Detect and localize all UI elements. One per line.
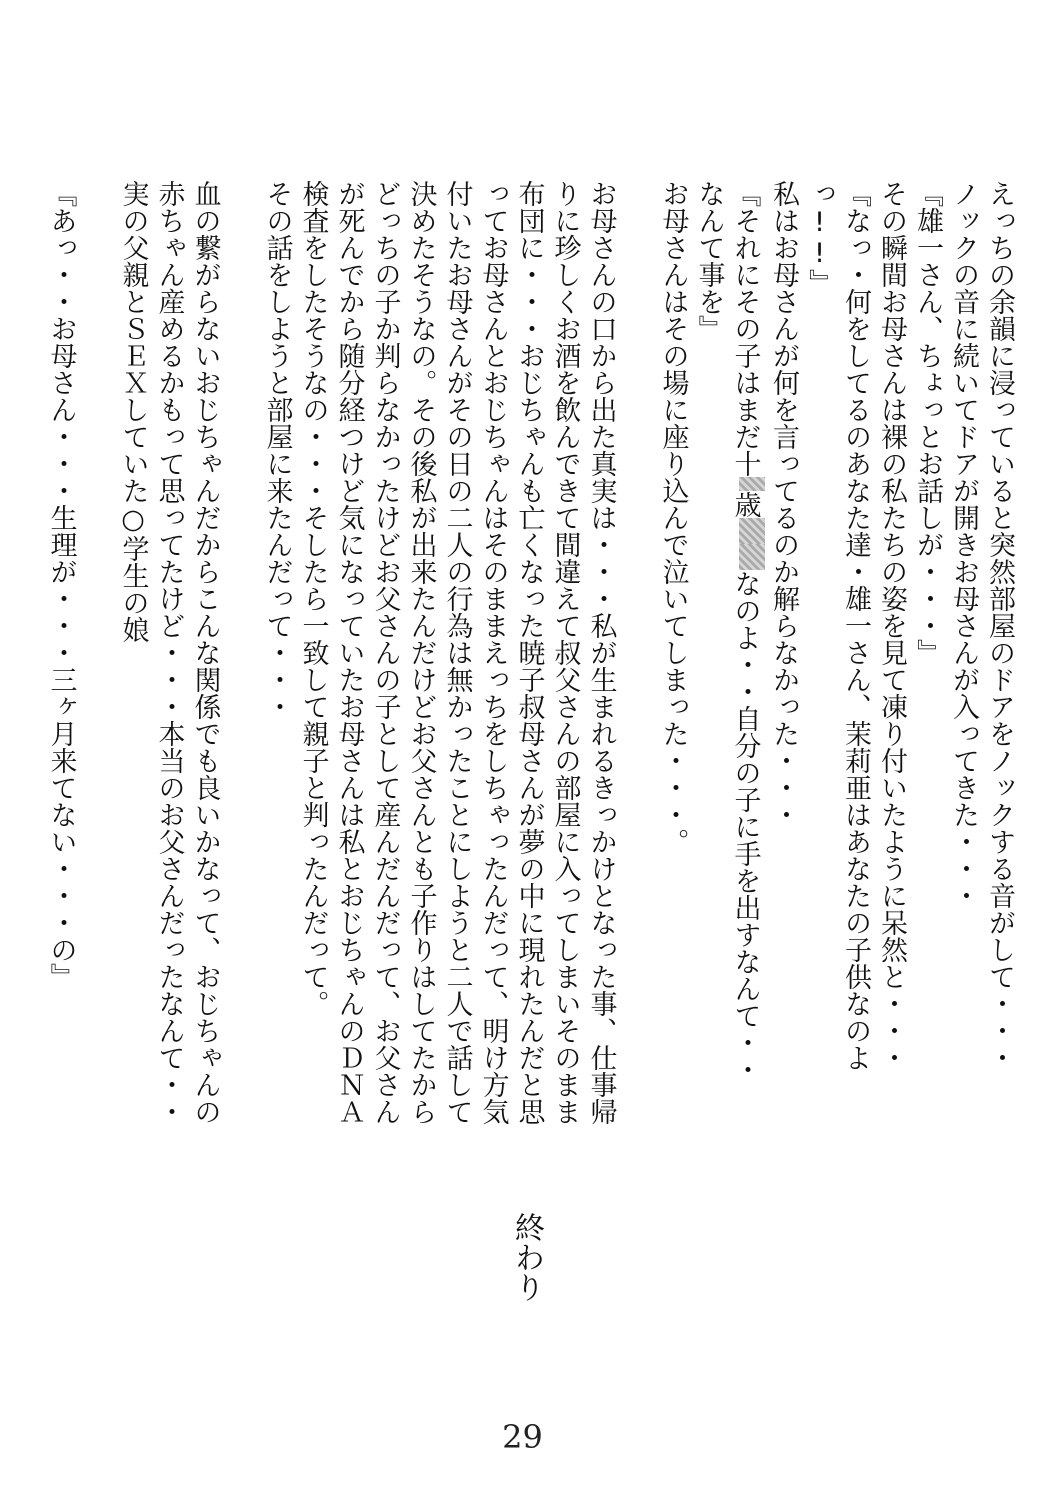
text-line: っ!!』	[804, 180, 835, 296]
text-line: なんて事を』	[693, 180, 725, 342]
text-line: 決めたそうなの。その後私が出来たんだけどお父さんとも子作りはしてたから	[405, 180, 437, 1125]
text-line-with-censor	[727, 180, 766, 1200]
text-line: 実の父親とＳＥＸしていた○学生の娘	[117, 180, 149, 643]
text-line: お母さんの口から出た真実は・・・私が生まれるきっかけとなった事、仕事帰	[585, 180, 617, 1125]
text-line: どっちの子か判らなかったけどお父さんの子として産んだんだって、お父さん	[369, 180, 401, 1125]
text-line: ノックの音に続いてドアが開きお母さんが入ってきた・・・	[948, 180, 979, 909]
text-line: 『なっ・何をしてるのあなた達・雄一さん、茉莉亜はあなたの子供なのよ	[840, 180, 871, 1071]
paragraph-gap	[223, 180, 259, 1200]
text-line: 『雄一さん、ちょっとお話しが・・・』	[912, 180, 943, 666]
text-line: 付いたお母さんがその日の二人の行為は無かったことにしようと二人で話して	[441, 180, 473, 1125]
text-line: 血の繋がらないおじちゃんだからこんな関係でも良いかなって、おじちゃんの	[189, 180, 221, 1125]
text-line: 赤ちゃん産めるかもって思ってたけど・・・本当のお父さんだったなんて・・	[153, 180, 185, 1125]
text-line: えっちの余韻に浸っていると突然部屋のドアをノックする音がして・・・	[984, 180, 1015, 1071]
text-line: その瞬間お母さんは裸の私たちの姿を見て凍り付いたように呆然と・・・	[876, 180, 907, 1071]
text-fragment: なのよ・・自分の子に手を出すなんて・・	[729, 570, 761, 1083]
text-line: お母さんはその場に座り込んで泣いてしまった・・・。	[657, 180, 689, 855]
mosaic-censor	[739, 477, 765, 491]
page-number: 29	[502, 1418, 543, 1456]
text-line: 『あっ・・お母さん・・・生理が・・・三ヶ月来てない・・・の』	[45, 180, 77, 990]
text-line: りに珍しくお酒を飲んできて間違えて叔父さんの部屋に入ってしまいそのまま	[549, 180, 581, 1125]
text-fragment: 歳	[729, 491, 761, 518]
mosaic-censor	[739, 518, 765, 544]
text-line: その話をしようと部屋に来たんだって・・・	[261, 180, 293, 720]
end-mark: 終わり	[509, 1212, 544, 1302]
paragraph-gap	[619, 180, 655, 1200]
text-fragment: 『それにその子はまだ十	[729, 180, 761, 477]
mosaic-censor	[739, 544, 765, 570]
text-line: 検査をしたそうなの・・・そしたら一致して親子と判ったんだって。	[297, 180, 329, 1017]
text-line: が死んでから随分経つけど気になっていたお母さんは私とおじちゃんのＤＮＡ	[333, 180, 365, 1125]
text-line: 布団に・・・おじちゃんも亡くなった暁子叔母さんが夢の中に現れたんだと思	[513, 180, 545, 1125]
text-line: ってお母さんとおじちゃんはそのままえっちをしちゃったんだって、明け方気	[477, 180, 509, 1125]
vertical-text-body	[43, 180, 1018, 1200]
paragraph-gap	[79, 180, 115, 1200]
text-line: 私はお母さんが何を言ってるのか解らなかった・・・	[768, 180, 799, 828]
